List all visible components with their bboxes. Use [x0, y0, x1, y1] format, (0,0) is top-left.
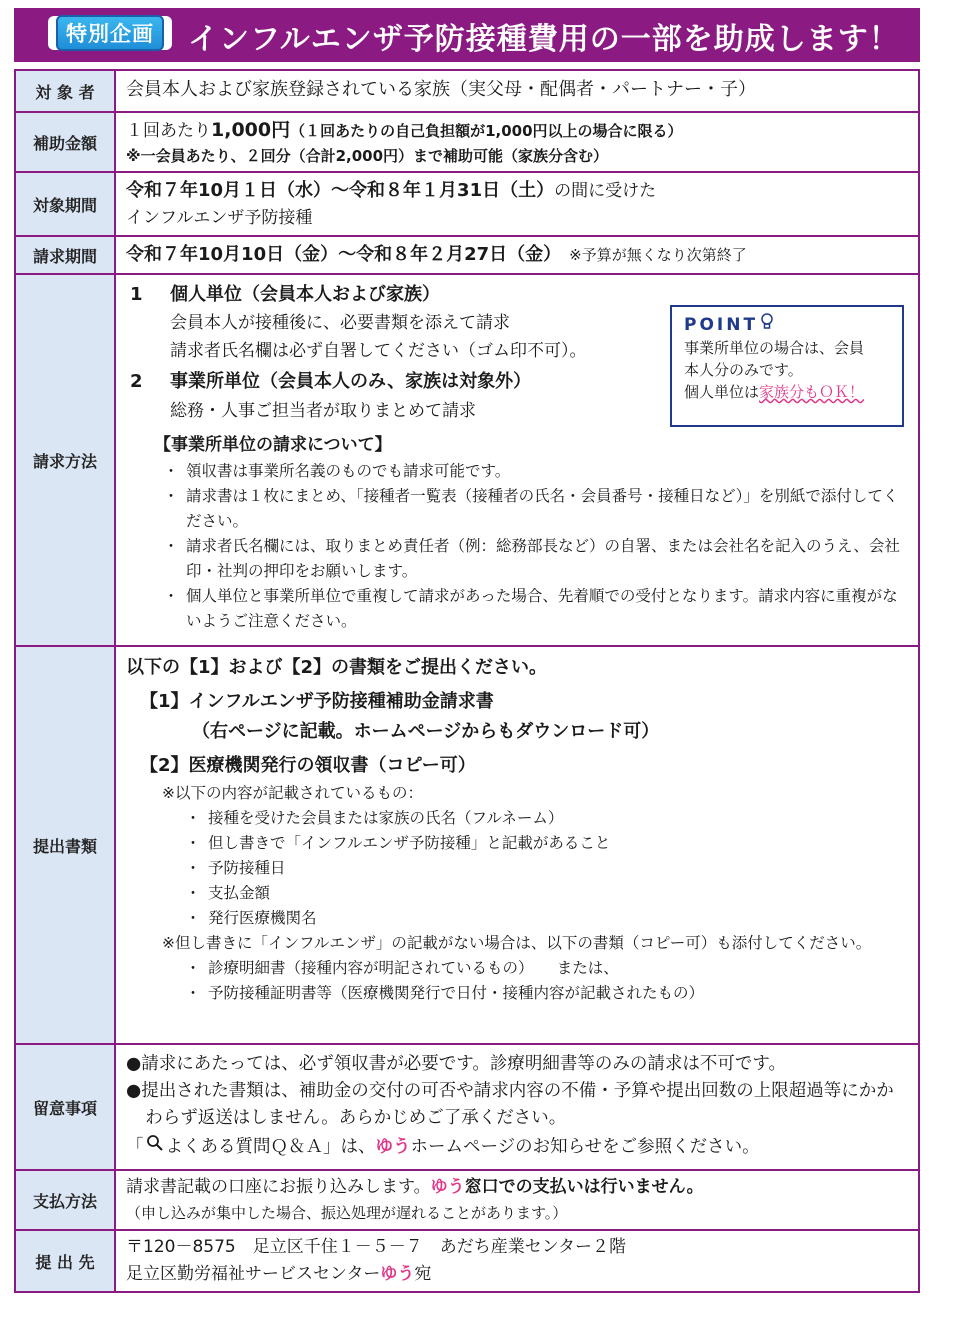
period-post: の間に受けた [554, 181, 657, 201]
amount-value: 1,000円 [211, 119, 291, 141]
claim-period-dates: 令和７年10月10日（金）～令和８年２月27日（金） [126, 244, 553, 265]
method-bullet-text: 個人単位と事業所単位で重複して請求があった場合、先着順での受付となります。請求内容に重複がないようご注意ください。 [186, 587, 898, 630]
docs-item-text: 発行医療機関名 [208, 909, 317, 927]
dest-cell [116, 1231, 918, 1291]
row-period [16, 171, 918, 235]
payment-line1-post: 窓口での支払いは行いません。 [464, 1177, 704, 1197]
notes-line1: ●請求にあたっては、必ず領収書が必要です。診療明細書等のみの請求は不可です。 [126, 1054, 786, 1074]
docs-doc2-title: 【2】医療機関発行の領収書（コピー可） [140, 755, 476, 776]
claim-period-note: ※予算が無くなり次第終了 [569, 246, 747, 264]
method-bullet-text: 領収書は事業所名義のものでも請求可能です。 [186, 462, 511, 480]
point-title: POINT [684, 315, 759, 335]
list-item: ・ 支払金額 [178, 881, 908, 906]
row-payment [16, 1169, 918, 1229]
brand-yu: ゆう [375, 1137, 411, 1157]
notes-line2: ●提出された書類は、補助金の交付の可否や請求内容の不備・予算や提出回数の上限超過等にかかわらず返送はしません。あらかじめご了承ください。 [126, 1081, 894, 1128]
row-dest [16, 1229, 918, 1291]
dest-line2-pre: 足立区勤労福祉サービスセンター [126, 1264, 381, 1284]
row-label-amount: 補助金額 [16, 113, 116, 171]
list-item: ・ 接種を受けた会員または家族の氏名（フルネーム） [178, 806, 908, 831]
point-line3-pre: 個人単位は [684, 383, 760, 401]
row-claim-period [16, 235, 918, 273]
row-label-payment: 支払方法 [16, 1171, 116, 1229]
period-dates: 令和７年10月１日（水）～令和８年１月31日（土） [126, 180, 555, 201]
list-item: ・ 発行医療機関名 [178, 906, 908, 931]
docs-item-text: 但し書きで「インフルエンザ予防接種」と記載があること [208, 834, 611, 852]
search-icon [146, 1134, 164, 1161]
method-item1-line2: 請求者氏名欄は必ず自署してください（ゴム印不可）。 [170, 341, 587, 361]
dest-line2-post: 宛 [414, 1264, 432, 1284]
point-box [670, 305, 904, 427]
notes-line3-pre: 「 [126, 1137, 144, 1157]
method-item1-num: 1 [130, 284, 143, 305]
brand-yu: ゆう [380, 1264, 415, 1284]
notes-line3-post: ホームページのお知らせをご参照ください。 [410, 1137, 760, 1157]
header-banner [14, 8, 920, 62]
claim-period-cell [116, 237, 918, 273]
method-cell [116, 275, 918, 645]
list-item: ・ 予防接種日 [178, 856, 908, 881]
page-title: インフルエンザ予防接種費用の一部を助成します！ [188, 22, 900, 57]
row-amount [16, 111, 918, 171]
point-line2: 本人分のみです。 [684, 361, 803, 379]
docs-alt-item2: 予防接種証明書等（医療機関発行で日付・接種内容が記載されたもの） [208, 984, 705, 1002]
row-label-period: 対象期間 [16, 173, 116, 235]
method-sub-heading: 【事業所単位の請求について】 [154, 435, 392, 455]
row-target [16, 71, 918, 111]
list-item: ・ 請求書は１枚にまとめ、「接種者一覧表（接種者の氏名・会員番号・接種日など）」を別紙で添付してください。 [156, 484, 908, 534]
list-item: ・ 領収書は事業所名義のものでも請求可能です。 [156, 459, 908, 484]
amount-pre: １回あたり [126, 121, 211, 141]
amount-cell [116, 113, 918, 171]
docs-doc2-note: ※以下の内容が記載されているもの： [162, 784, 423, 802]
docs-note2: ※但し書きに「インフルエンザ」の記載がない場合は、以下の書類（コピー可）も添付してください。 [162, 934, 872, 952]
payment-line2: （申し込みが集中した場合、振込処理が遅れることがあります。） [126, 1204, 568, 1222]
method-item1-line1: 会員本人が接種後に、必要書類を添えて請求 [170, 313, 510, 333]
method-item2-title: 事業所単位（会員本人のみ、家族は対象外） [170, 371, 532, 392]
payment-cell [116, 1171, 918, 1229]
docs-intro: 以下の【1】および【2】の書類をご提出ください。 [126, 657, 548, 678]
point-line3-highlight: 家族分もＯＫ！ [759, 383, 865, 401]
docs-cell [116, 647, 918, 1043]
row-docs [16, 645, 918, 1043]
brand-yu: ゆう [430, 1177, 465, 1197]
notes-cell [116, 1045, 918, 1169]
amount-condition: （１回あたりの自己負担額が1,000円以上の場合に限る） [290, 122, 683, 140]
row-label-method: 請求方法 [16, 275, 116, 645]
lightbulb-icon [760, 313, 774, 337]
point-line1: 事業所単位の場合は、会員 [684, 339, 865, 357]
list-item: ・ 但し書きで「インフルエンザ予防接種」と記載があること [178, 831, 908, 856]
docs-doc1-title: 【1】インフルエンザ予防接種補助金請求書 [140, 691, 494, 712]
period-subject: インフルエンザ予防接種 [126, 208, 313, 228]
badge-label: 特別企画 [56, 15, 164, 51]
row-label-notes: 留意事項 [16, 1045, 116, 1169]
list-item: ・ 予防接種証明書等（医療機関発行で日付・接種内容が記載されたもの） [178, 981, 908, 1006]
info-table [14, 69, 920, 1293]
row-label-docs: 提出書類 [16, 647, 116, 1043]
method-item1-title: 個人単位（会員本人および家族） [170, 284, 440, 305]
special-badge [48, 16, 172, 50]
target-text: 会員本人および家族登録されている家族（実父母・配偶者・パートナー・子） [126, 79, 756, 100]
row-label-claim-period: 請求期間 [16, 237, 116, 273]
docs-doc1-sub: （右ページに記載。ホームページからもダウンロード可） [192, 721, 660, 742]
row-method [16, 273, 918, 645]
list-item: ・ 診療明細書（接種内容が明記されているもの） または、 [178, 956, 908, 981]
docs-item-text: 接種を受けた会員または家族の氏名（フルネーム） [208, 809, 564, 827]
row-label-target: 対 象 者 [16, 71, 116, 111]
method-item2-line1: 総務・人事ご担当者が取りまとめて請求 [170, 401, 476, 421]
row-notes [16, 1043, 918, 1169]
payment-line1-pre: 請求書記載の口座にお振り込みします。 [126, 1177, 431, 1197]
dest-address: 〒120－8575 足立区千住１－５－７ あだち産業センター２階 [126, 1237, 627, 1257]
list-item: ・ 請求者氏名欄には、取りまとめ責任者（例：総務部長など）の自署、または会社名を記入のうえ、会社印・社判の押印をお願いします。 [156, 534, 908, 584]
notes-line3-mid: よくある質問Ｑ＆Ａ」は、 [165, 1137, 376, 1157]
docs-item-text: 予防接種日 [208, 859, 286, 877]
method-bullet-text: 請求者氏名欄には、取りまとめ責任者（例：総務部長など）の自署、または会社名を記入のうえ、会社印・社判の押印をお願いします。 [186, 537, 900, 580]
method-item2-num: 2 [130, 371, 143, 392]
row-label-dest: 提 出 先 [16, 1231, 116, 1291]
list-item: ・ 個人単位と事業所単位で重複して請求があった場合、先着順での受付となります。請求内容に重複がないようご注意ください。 [156, 584, 908, 634]
docs-item-text: 支払金額 [208, 884, 271, 902]
period-cell [116, 173, 918, 235]
docs-alt-item1: 診療明細書（接種内容が明記されているもの） または、 [208, 959, 619, 977]
method-bullet-text: 請求書は１枚にまとめ、「接種者一覧表（接種者の氏名・会員番号・接種日など）」を別紙で添付してください。 [186, 487, 899, 530]
amount-note: ※一会員あたり、２回分（合計2,000円）まで補助可能（家族分含む） [126, 147, 609, 165]
